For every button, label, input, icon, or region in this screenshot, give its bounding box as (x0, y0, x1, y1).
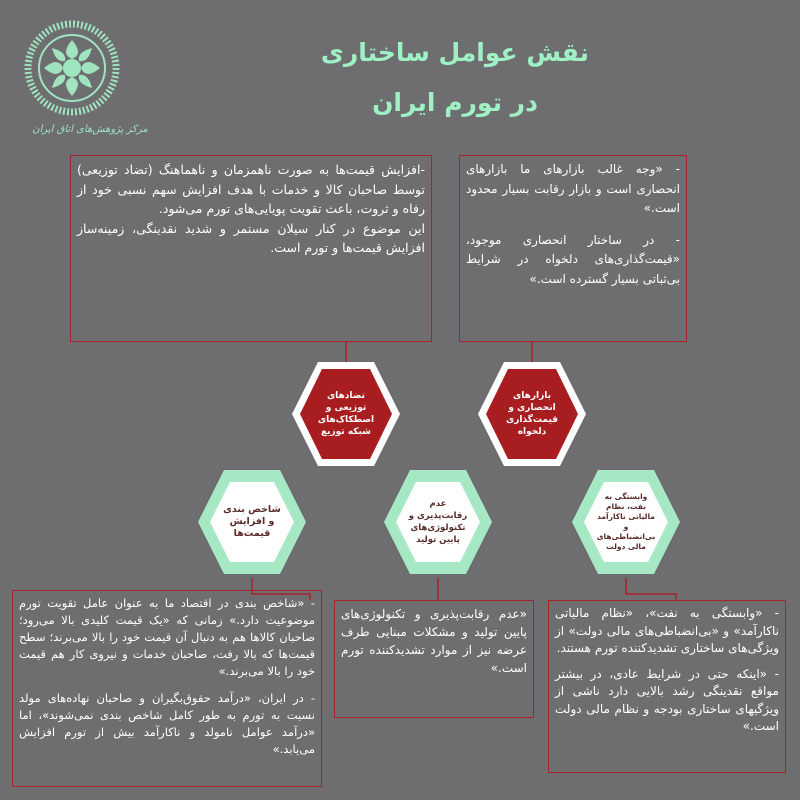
top-left-paragraph-1: -افزایش قیمت‌ها به صورت ناهمزمان و ناهماهنگ (تضاد توزیعی) توسط صاحبان کالا و خدمات با هدف افزایش سهم نسبی خود از رفاه و ثروت، باعث تقویت پویایی‌های تورم می‌شود. (77, 162, 425, 216)
bottom-left-paragraph-2: - در ایران، «درآمد حقوق‌بگیران و صاحبان نهاده‌های مولد نسبت به تورم به طور کامل شاخص بندی نمی‌شوند»، اما «درآمد عوامل نامولد و ناکارآمد بیش از تورم افزایش می‌یابد.» (19, 691, 315, 756)
text-box-top-left (70, 155, 432, 342)
top-right-paragraph-2: - در ساختار انحصاری موجود، «قیمت‌گذاری‌های دلخواه در شرایط بی‌ثباتی بسیار گسترده است.» (466, 232, 680, 286)
top-right-paragraph-1: - «وجه غالب بازارهای ما بازارهای انحصاری است و بازار رقابت بسیار محدود است.» (466, 162, 680, 215)
text-box-bottom-middle (334, 600, 534, 718)
logo-caption: مرکز پژوهش‌های اتاق ایران (32, 124, 148, 135)
hexagon-indexation (196, 466, 308, 578)
hexagon-oil-dependency (570, 466, 682, 578)
text-box-bottom-right (548, 600, 786, 773)
text-box-bottom-left (12, 590, 322, 787)
logo (22, 18, 122, 118)
hexagon-label: عدم رقابت‌پذیری و تکنولوژی‌های پایین تولید (408, 499, 468, 545)
bottom-left-paragraph-1: - «شاخص بندی در اقتصاد ما به عنوان عامل تقویت تورم موضوعیت دارد.» زمانی که «یک قیمت کلیدی بالا می‌رود؛ صاحبان کالاها هم به دنبال آن قیمت خود را بالا می‌برند؛ سطح قیمت‌ها که بالا رفت، صاحبان خدمات و نیروی کار هم قیمت خود را بالا می‌برند.» (19, 596, 315, 678)
bottom-middle-paragraph-1: «عدم رقابت‌پذیری و تکنولوژی‌های پایین تولید و مشکلات مبنایی طرف عرضه نیز از موارد تشدیدکننده تورم است.» (341, 607, 527, 675)
title-line-2: در تورم ایران (372, 88, 538, 117)
hexagon-label: شاخص بندی و افزایش قیمت‌ها (223, 504, 281, 539)
bottom-right-paragraph-1: - «وابستگی به نفت»، «نظام مالیاتی ناکارآمد» و «بی‌انضباطی‌های مالی دولت» از ویژگی‌های ساختاری تشدیدکننده تورم هستند. (555, 606, 779, 655)
hexagon-low-competitiveness (382, 466, 494, 578)
text-box-top-right (459, 155, 687, 342)
hexagon-monopoly-markets (476, 358, 588, 470)
page-title (250, 28, 660, 128)
top-left-paragraph-2: این موضوع در کنار سیلان مستمر و شدید نقدینگی، زمینه‌ساز افزایش قیمت‌ها و تورم است. (77, 220, 425, 255)
title-line-1: نقش عوامل ساختاری (320, 38, 590, 67)
bottom-right-paragraph-2: - «اینکه حتی در شرایط عادی، در بیشتر مواقع نقدینگی رشد بالایی دارد ناشی از ویژگیهای ساختاری بودجه و نظام مالی دولت است.» (555, 666, 779, 733)
hexagon-label: تضادهای توزیعی و اصطکاک‌های شبکه توزیع (317, 391, 375, 437)
hexagon-label: بازارهای انحصاری و قیمت‌گذاری دلخواه (505, 391, 559, 437)
hexagon-label: وابستگی به نفت، نظام مالیاتی ناکارآمد و بی‌انضباطی‌های مالی دولت (596, 492, 656, 551)
hexagon-distribution-conflicts (290, 358, 402, 470)
